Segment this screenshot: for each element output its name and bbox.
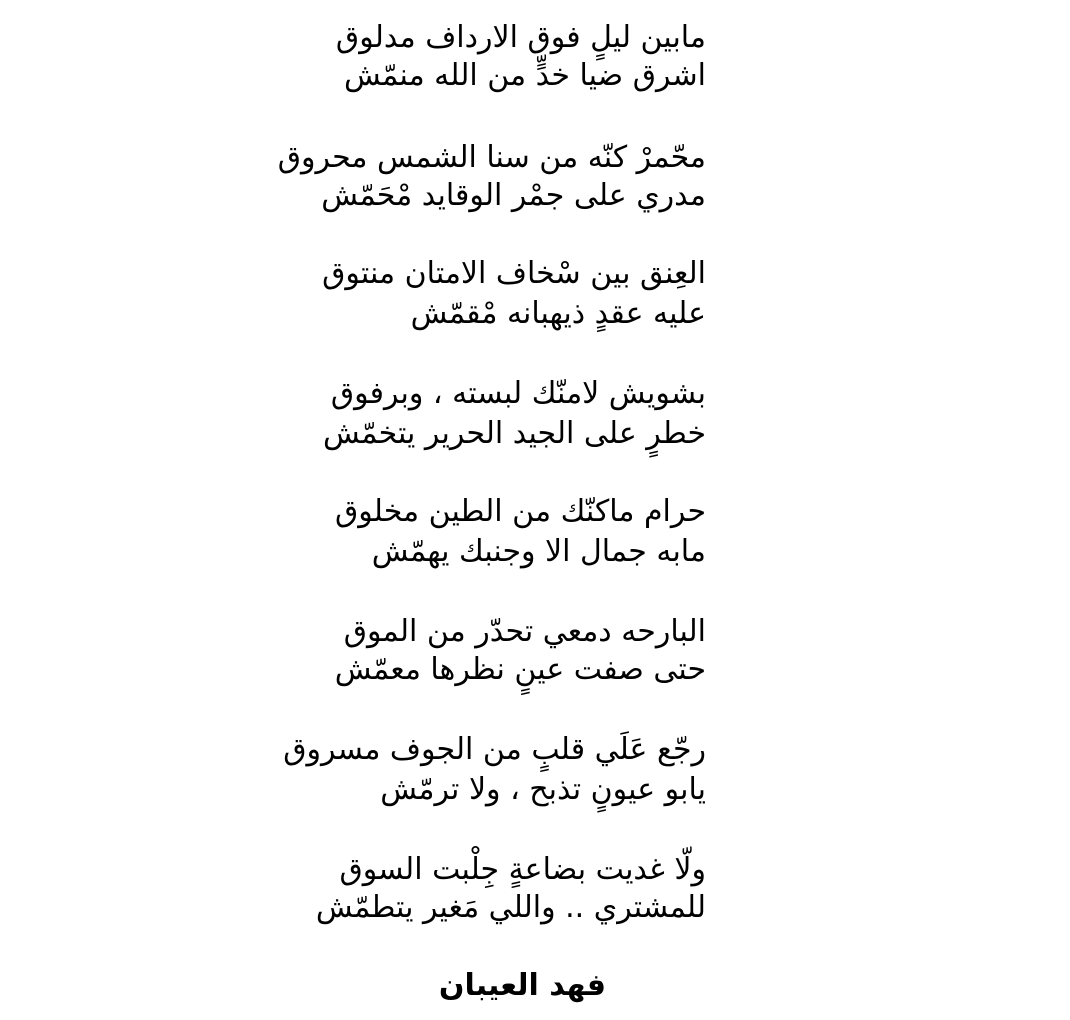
stanza-6-line-2: حتى صفت عينٍ نظرها معمّش <box>334 652 706 687</box>
stanza-2-line-1: محّمرْ كنّه من سنا الشمس محروق <box>277 140 706 175</box>
stanza-1-line-2: اشرق ضيا خدٍّ من الله منمّش <box>343 58 706 93</box>
stanza-3-line-2: عليه عقدٍ ذيهبانه مْقمّش <box>410 296 706 331</box>
stanza-5-line-2: مابه جمال الا وجنبك يهمّش <box>371 534 706 569</box>
stanza-7-line-1: رجّع عَلَي قلبٍ من الجوف مسروق <box>283 732 706 767</box>
stanza-4-line-1: بشويش لامنّك لبسته ، وبرفوق <box>330 376 706 411</box>
stanza-1-line-1: مابين ليلٍ فوق الارداف مدلوق <box>335 20 706 55</box>
stanza-3-line-1: العِنق بين سْخاف الامتان منتوق <box>322 256 706 291</box>
stanza-6-line-1: البارحه دمعي تحدّر من الموق <box>343 614 706 649</box>
stanza-8-line-1: ولّا غديت بضاعةٍ جِلْبت السوق <box>339 852 706 887</box>
stanza-8-line-2: للمشتري .. واللي مَغير يتطمّش <box>315 890 706 925</box>
stanza-4-line-2: خطرٍ على الجيد الحرير يتخمّش <box>323 416 706 451</box>
stanza-2-line-2: مدري على جمْر الوقايد مْحَمّش <box>321 178 706 213</box>
stanza-5-line-1: حرام ماكنّك من الطين مخلوق <box>334 494 706 529</box>
poem-author: فهد العيبان <box>438 968 606 1003</box>
stanza-7-line-2: يابو عيونٍ تذبح ، ولا ترمّش <box>380 772 706 807</box>
